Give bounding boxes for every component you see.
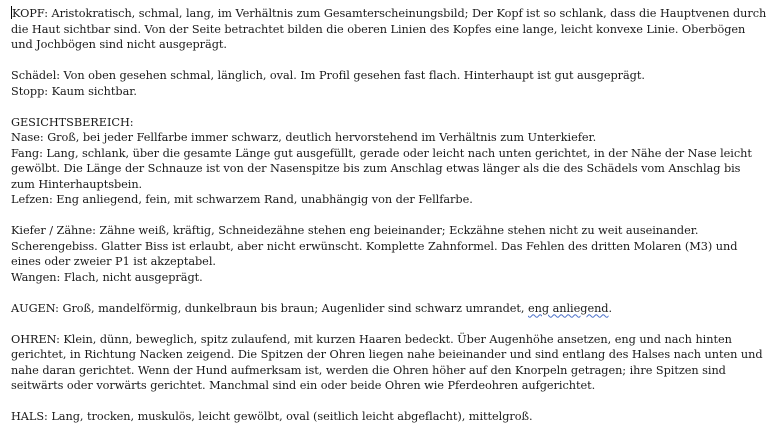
paragraph-nase: Nase: Groß, bei jeder Fellfarbe immer schwarz, deutlich hervorstehend im Verhältnis zum Unterkiefer. xyxy=(11,131,597,144)
grammar-marked-text[interactable]: eng anliegend xyxy=(528,301,609,315)
paragraph-augen xyxy=(11,301,767,317)
blank-line xyxy=(11,99,767,115)
paragraph-wangen: Wangen: Flach, nicht ausgeprägt. xyxy=(11,270,203,284)
heading-gesichtsbereich: GESICHTSBEREICH: xyxy=(11,115,134,129)
paragraph-kiefer: Kiefer / Zähne: Zähne weiß, kräftig, Schneidezähne stehen eng beieinander; Eckzähne stehen nicht zu weit auseinander. Scherengebiss. Glatter Biss ist erlaubt, aber nicht erwünscht. Komplette Zahnformel. Das Fehlen des dritten Molaren (M3) und eines oder zweier P1 ist akzeptabel. xyxy=(11,224,738,268)
blank-line xyxy=(11,53,767,69)
paragraph-kopf xyxy=(11,6,767,53)
blank-line xyxy=(11,394,767,410)
paragraph-lefzen: Lefzen: Eng anliegend, fein, mit schwarzem Rand, unabhängig von der Fellfarbe. xyxy=(11,193,473,206)
augen-text: AUGEN: Groß, mandelförmig, dunkelbraun bis braun; Augenlider sind schwarz umrandet, xyxy=(11,301,528,315)
paragraph-hals: HALS: Lang, trocken, muskulös, leicht gewölbt, oval (seitlich leicht abgeflacht), mittelgroß. xyxy=(11,410,533,423)
augen-period: . xyxy=(608,301,613,315)
document-body[interactable] xyxy=(11,6,767,425)
blank-line xyxy=(11,208,767,224)
paragraph-fang: Fang: Lang, schlank, über die gesamte Länge gut ausgefüllt, gerade oder leicht nach unten gerichtet, in der Nähe der Nase leicht gewölbt. Die Länge der Schnauze ist von der Nasenspitze bis zum Anschlag etwas länger als die des Schädels vom Anschlag bis zum Hinterhauptsbein. xyxy=(11,146,752,191)
blank-line xyxy=(11,316,767,332)
blank-line xyxy=(11,285,767,301)
paragraph-schaedel: Schädel: Von oben gesehen schmal, länglich, oval. Im Profil gesehen fast flach. Hinterhaupt ist gut ausgeprägt. xyxy=(11,69,645,82)
paragraph-stopp: Stopp: Kaum sichtbar. xyxy=(11,84,137,98)
text-kopf: KOPF: Aristokratisch, schmal, lang, im Verhältnis zum Gesamterscheinungsbild; Der Kopf ist so schlank, dass die Hauptvenen durch die Haut sichtbar sind. Von der Seite betrachtet bilden die oberen Linien des Kopfes eine lange, leicht konvexe Linie. Oberbögen und Jochbögen sind nicht ausgeprägt. xyxy=(11,7,767,51)
paragraph-ohren: OHREN: Klein, dünn, beweglich, spitz zulaufend, mit kurzen Haaren bedeckt. Über Augenhöhe ansetzen, eng und nach hinten gerichtet, in Richtung Nacken zeigend. Die Spitzen der Ohren liegen nahe beieinander und sind entlang des Halses nach unten und nahe daran gerichtet. Wenn der Hund aufmerksam ist, werden die Ohren höher auf den Knorpeln getragen; ihre Spitzen sind seitwärts oder vorwärts gerichtet. Manchmal sind ein oder beide Ohren wie Pferdeohren aufgerichtet. xyxy=(11,332,763,392)
